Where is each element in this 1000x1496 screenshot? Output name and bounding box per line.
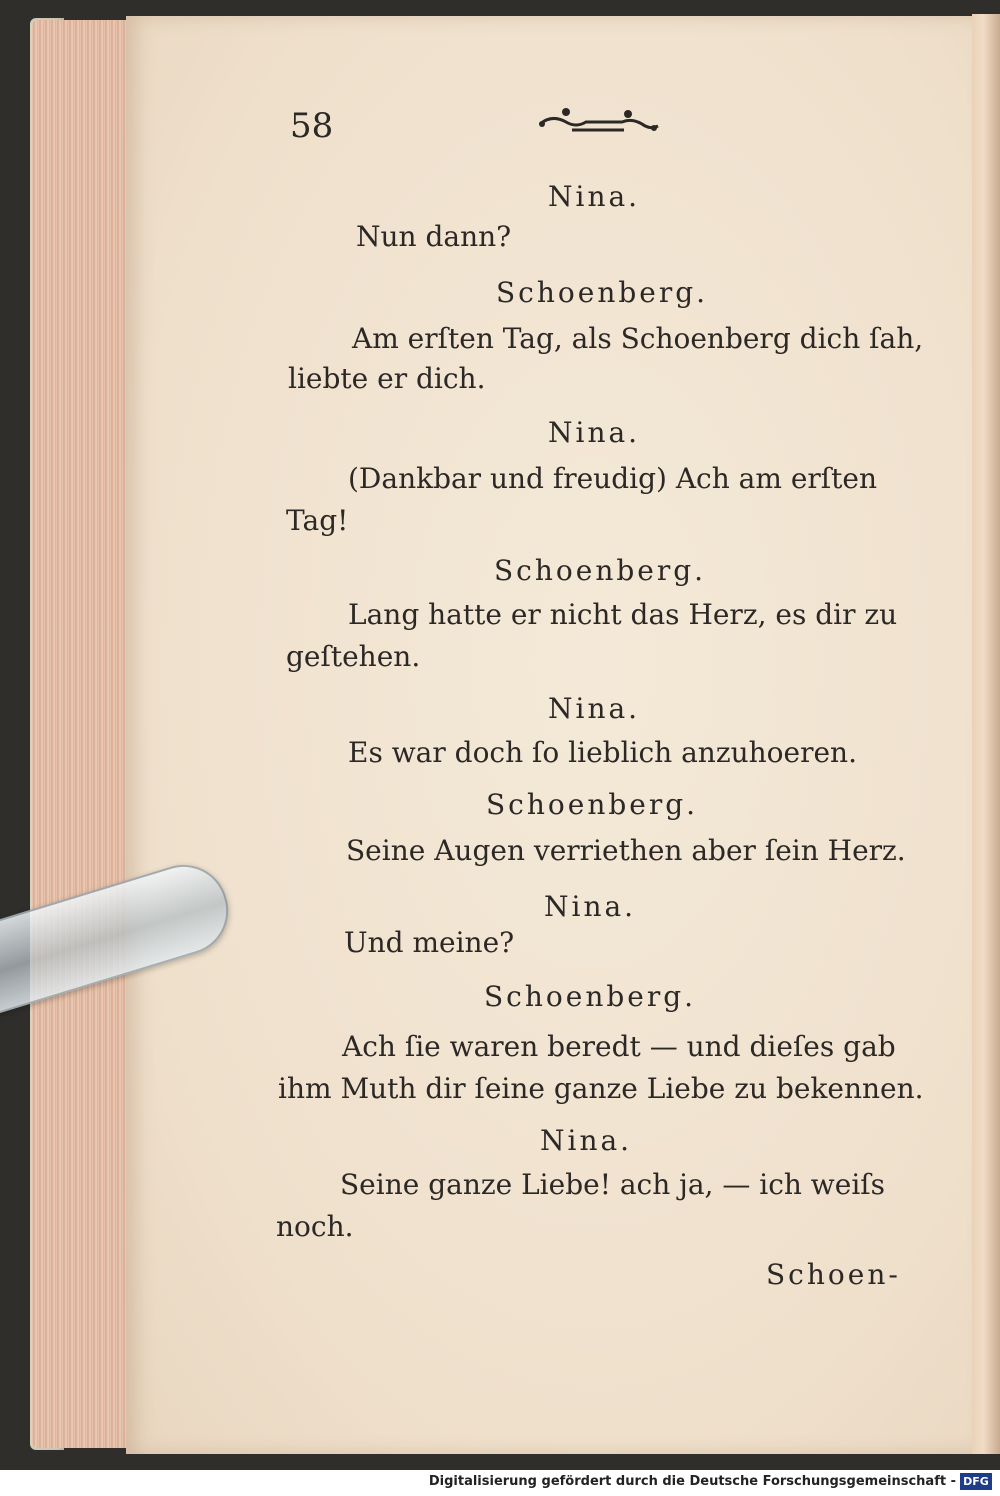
facing-page-edge: [972, 14, 1000, 1454]
dialogue-line: Lang hatte er nicht das Herz, es dir zu: [348, 598, 898, 631]
page-number: 58: [290, 106, 334, 146]
dialogue-line: Ach ſie waren beredt — und dieſes gab: [342, 1030, 896, 1063]
speaker-schoenberg: Schoenberg.: [484, 980, 697, 1013]
dialogue-line: (Dankbar und freudig) Ach am erſten: [348, 462, 877, 495]
speaker-nina: Nina.: [548, 416, 641, 449]
dfg-logo: DFG: [960, 1473, 992, 1490]
dialogue-line: ihm Muth dir ſeine ganze Liebe zu bekennen.: [278, 1072, 924, 1105]
catchword: Schoen-: [766, 1258, 901, 1291]
dialogue-line: Seine ganze Liebe! ach ja, — ich weiſs: [340, 1168, 886, 1201]
book-page: [126, 16, 976, 1454]
funding-credit: Digitalisierung gefördert durch die Deutsche Forschungsgemeinschaft -: [428, 1474, 956, 1489]
dialogue-line: Und meine?: [344, 926, 515, 959]
speaker-nina: Nina.: [544, 890, 637, 923]
speaker-nina: Nina.: [548, 692, 641, 725]
speaker-nina: Nina.: [548, 180, 641, 213]
speaker-schoenberg: Schoenberg.: [496, 276, 709, 309]
dialogue-line: noch.: [276, 1210, 354, 1243]
speaker-schoenberg: Schoenberg.: [486, 788, 699, 821]
dialogue-line: Tag!: [286, 504, 349, 537]
dialogue-line: geſtehen.: [286, 640, 421, 673]
header-ornament: [532, 104, 662, 142]
speaker-schoenberg: Schoenberg.: [494, 554, 707, 587]
dialogue-line: Nun dann?: [356, 220, 512, 253]
dialogue-line: Es war doch ſo lieblich anzuhoeren.: [348, 736, 857, 769]
speaker-nina: Nina.: [540, 1124, 633, 1157]
dialogue-line: liebte er dich.: [288, 362, 486, 395]
dialogue-line: Am erſten Tag, als Schoenberg dich ſah,: [352, 322, 924, 355]
dialogue-line: Seine Augen verriethen aber ſein Herz.: [346, 834, 906, 867]
